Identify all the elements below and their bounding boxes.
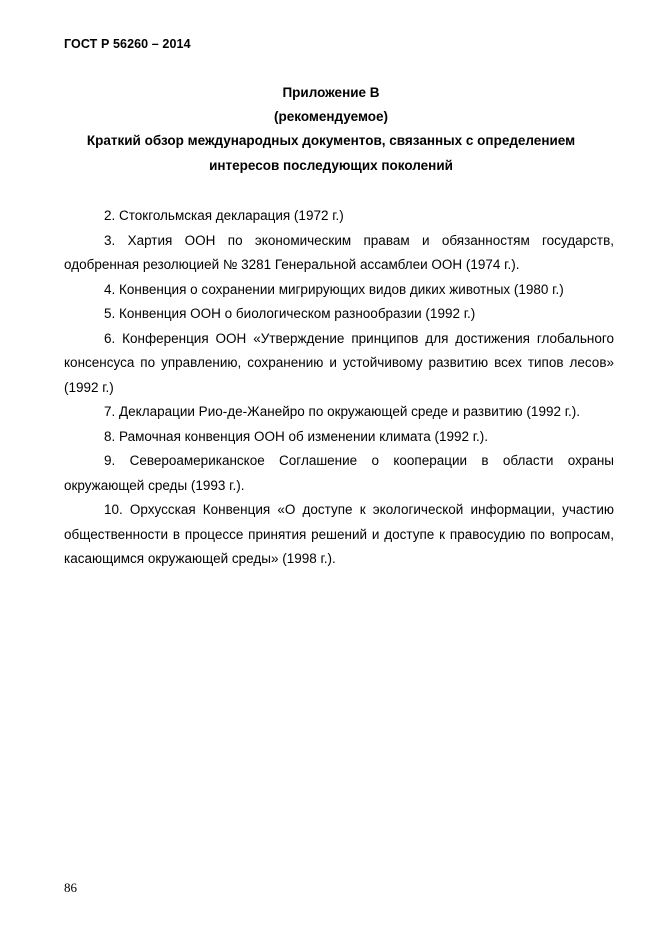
list-item: 4. Конвенция о сохранении мигрирующих видов диких животных (1980 г.)	[104, 281, 564, 297]
list-item: 7. Декларации Рио-де-Жанейро по окружающей среде и развитию (1992 г.).	[104, 404, 580, 419]
list-item: 2. Стокгольмская декларация (1972 г.)	[104, 208, 344, 223]
document-header: ГОСТ Р 56260 – 2014	[64, 37, 191, 51]
list-item: 9. Североамериканское Соглашение о кооперации в области охраны окружающей среды (1993 г.).	[64, 453, 614, 493]
list-item: 10. Орхусская Конвенция «О доступе к экологической информации, участию общественности в процессе принятия решений и доступе к правосудию по вопросам, касающимся окружающей среды» (1998 г.).	[64, 502, 614, 566]
appendix-heading-line-2: интересов последующих поколений	[209, 158, 453, 173]
list-item: 8. Рамочная конвенция ООН об изменении климата (1992 г.).	[104, 428, 489, 444]
list-item: 6. Конференция ООН «Утверждение принципов для достижения глобального консенсуса по управлению, сохранению и устойчивому развитию всех типов лесов» (1992 г.)	[64, 330, 614, 395]
list-item: 3. Хартия ООН по экономическим правам и обязанностям государств, одобренная резолюцией № 3281 Генеральной ассамблеи ООН (1974 г.).	[64, 232, 614, 272]
appendix-title: Приложение В	[282, 85, 380, 100]
appendix-heading-line-1: Краткий обзор международных документов, связанных с определением	[86, 133, 576, 148]
appendix-status: (рекомендуемое)	[274, 109, 388, 124]
document-list	[64, 204, 614, 572]
list-item: 5. Конвенция ООН о биологическом разнообразии (1992 г.)	[104, 306, 476, 321]
page-number: 86	[64, 880, 77, 895]
